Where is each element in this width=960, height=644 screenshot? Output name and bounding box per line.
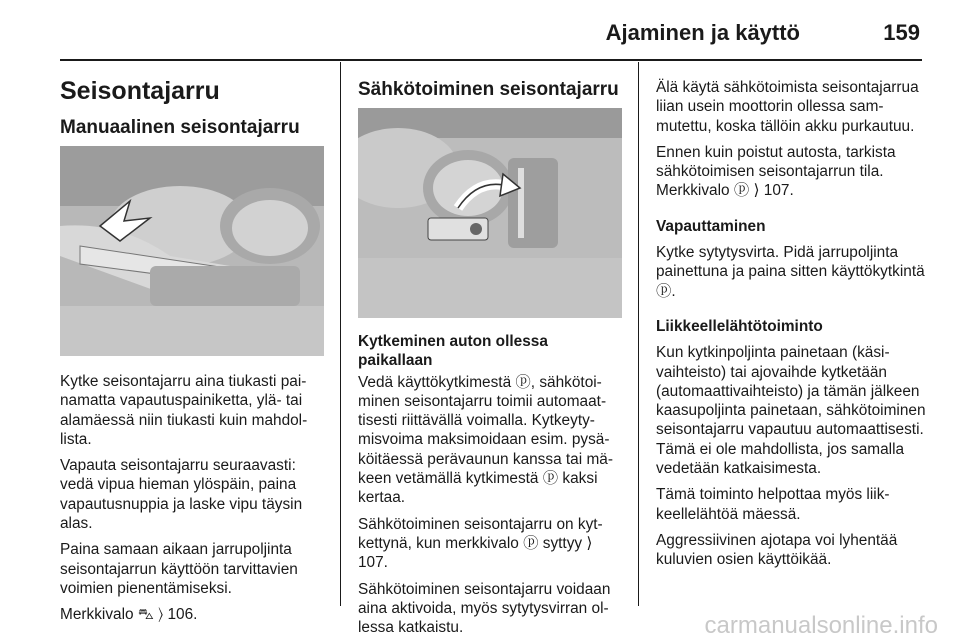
paragraph: Vapauta seisontajarru seuraavasti: vedä vipua hieman ylöspäin, paina vapautusnuppia ja laske vipu täysin alas. — [60, 457, 303, 533]
column-divider — [340, 62, 341, 606]
manual-parking-brake-photo — [60, 146, 324, 356]
column-2 — [358, 78, 624, 102]
subsection-heading: Manuaalinen seisontajarru — [60, 117, 300, 138]
subsection-heading: Liikkeellelähtötoiminto — [656, 317, 823, 335]
subsection-heading: Kytkeminen auton ollessa paikallaan — [358, 333, 548, 370]
paragraph: Merkkivalo ⛍ ⟩ 106. — [60, 606, 198, 624]
paragraph: Sähkötoiminen seisontajarru on kytkettynä, kun merkkivalo ⓟ syttyy ⟩ 107. — [358, 515, 603, 572]
paragraph: Aggressiivinen ajotapa voi lyhentää kuluvien osien käyttöikää. — [656, 531, 898, 569]
header-rule — [60, 59, 922, 61]
column-2-text — [358, 332, 626, 644]
paragraph: Älä käytä sähkötoimista seisontajarrua liian usein moottorin ollessa sammutettu, koska tällöin akku purkautuu. — [656, 79, 919, 135]
electric-parking-brake-photo — [358, 108, 622, 318]
section-heading: Sähkötoiminen seisontajarru — [358, 79, 619, 100]
column-3 — [656, 78, 926, 577]
paragraph: Kytke sytytysvirta. Pidä jarrupoljinta painettuna ja paina sitten käyttökytkintä ⓟ. — [656, 244, 925, 300]
column-divider — [638, 62, 639, 606]
page-header-title: Ajaminen ja käyttö — [605, 20, 800, 45]
paragraph: Kytke seisontajarru aina tiukasti painamatta vapautuspainiketta, ylä- tai alamäessä niin tiukasti kuin mahdollista. — [60, 373, 308, 448]
paragraph: Paina samaan aikaan jarrupoljinta seisontajarrun käyttöön tarvittavien voimien pienentämiseksi. — [60, 541, 298, 597]
watermark: carmanualsonline.info — [704, 612, 938, 639]
paragraph: Tämä toiminto helpottaa myös liikkeellelähtöä mäessä. — [656, 486, 890, 523]
paragraph: Ennen kuin poistut autosta, tarkista sähkötoimisen seisontajarrun tila. Merkkivalo ⓟ ⟩ 107. — [656, 143, 896, 200]
paragraph: Kun kytkinpoljinta painetaan (käsivaihteisto) tai ajovaihde kytketään (automaattivaihteisto) ja tämän jälkeen kaasupoljinta painetaan, sähkötoiminen seisontajarru vapautuu automaattisesti. Tämä ei ole mahdollista, jos samalla vedetään katkaisimesta. — [656, 344, 926, 478]
paragraph: Sähkötoiminen seisontajarru voidaan aina aktivoida, myös sytytysvirran ollessa katkaistu. — [358, 580, 611, 637]
section-heading: Seisontajarru — [60, 77, 220, 105]
page-number: 159 — [883, 20, 920, 45]
column-1 — [60, 76, 326, 140]
paragraph: Vedä käyttökytkimestä ⓟ, sähkötoiminen seisontajarru toimii automaattisesti riittävällä voimalla. Kytkeytymisvoima maksimoidaan esim. pysäköitäessä perävaunun kanssa tai mäkeen vetämällä kytkimestä ⓟ kaksi kertaa. — [358, 373, 613, 507]
subsection-heading: Vapauttaminen — [656, 217, 766, 235]
column-1-text — [60, 372, 326, 632]
